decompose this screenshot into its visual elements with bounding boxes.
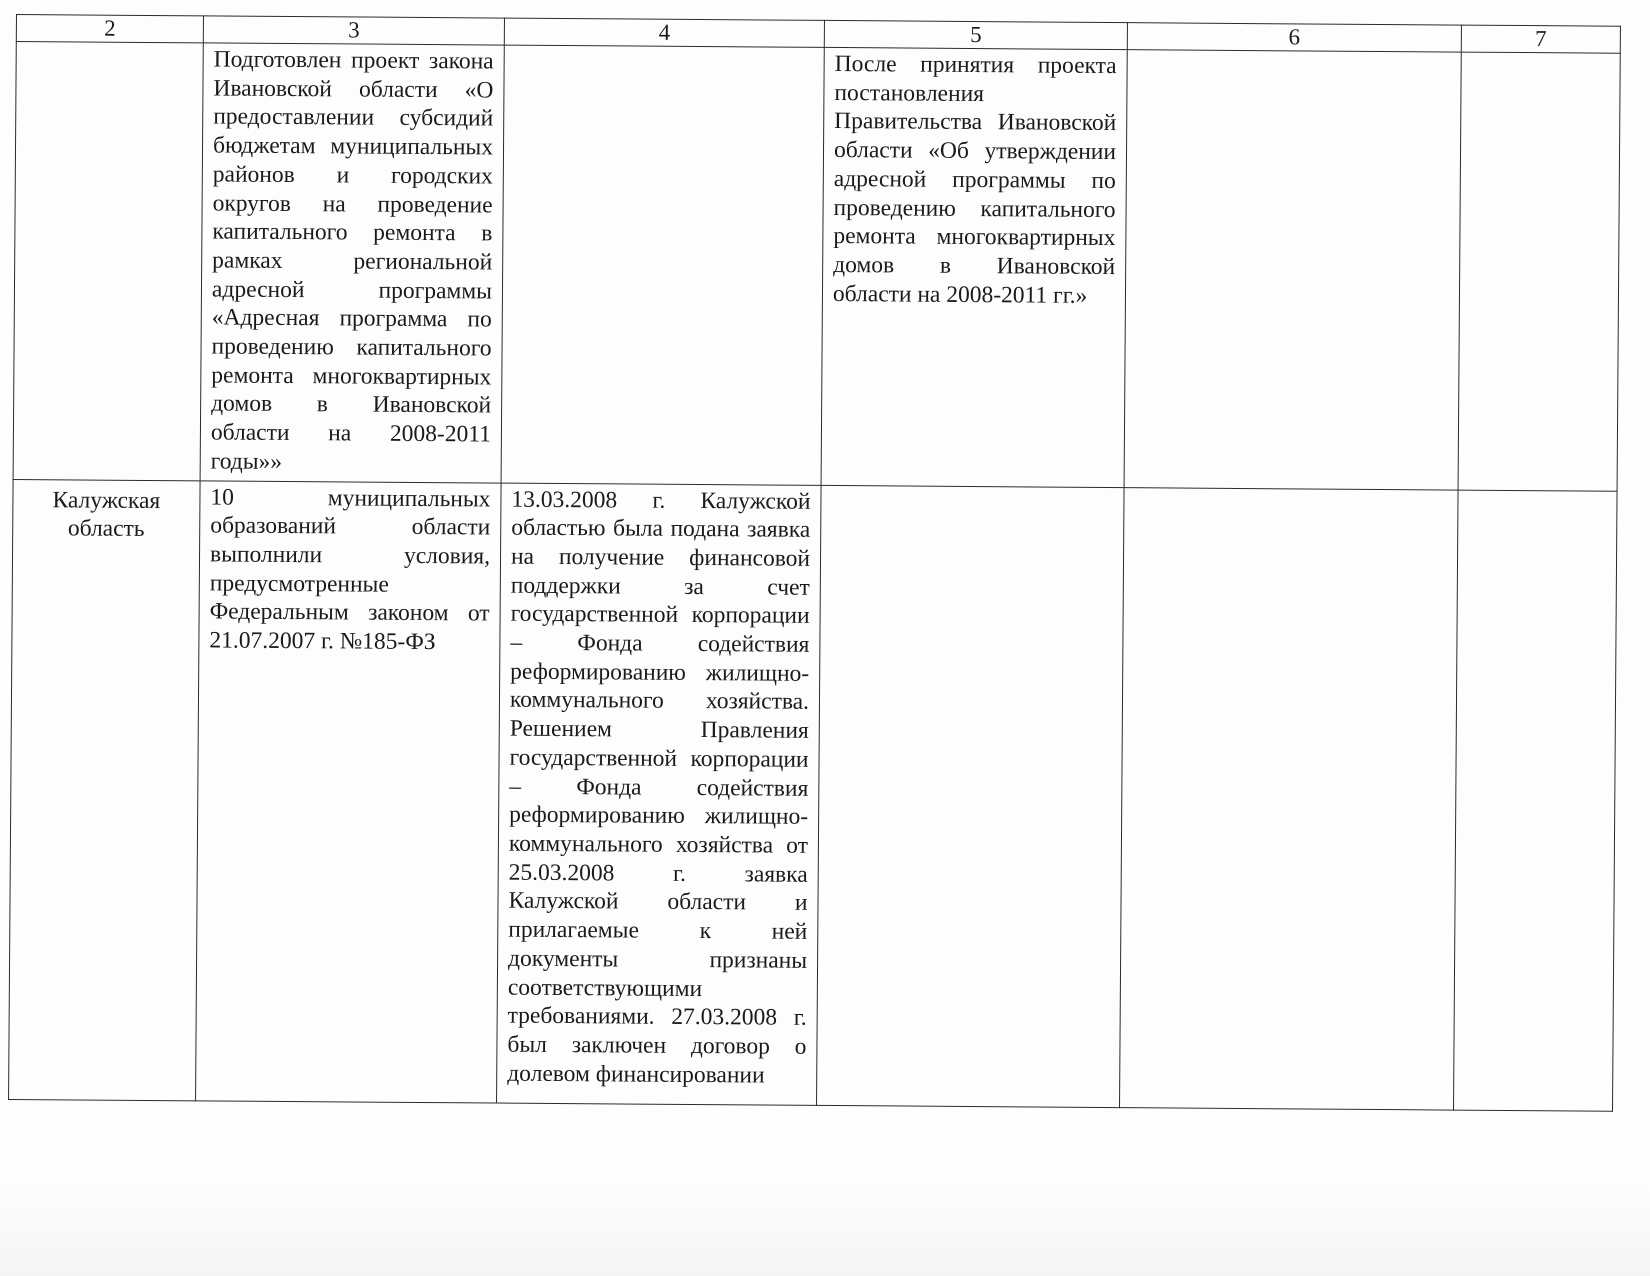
table-cell: [1120, 487, 1459, 1109]
cell-text: [505, 46, 824, 54]
column-header-7: 7: [1461, 25, 1620, 53]
cell-text: [1125, 488, 1458, 496]
table-cell: [817, 485, 1125, 1107]
table-cell: [821, 47, 1127, 487]
table-cell: [1458, 52, 1620, 491]
table-cell: [1454, 490, 1618, 1111]
table-cell: [13, 42, 203, 481]
column-header-4: 4: [504, 18, 824, 47]
table-cell: [501, 45, 824, 485]
column-header-2: 2: [16, 15, 203, 43]
region-name: Калужская область: [52, 486, 161, 543]
cell-text: [1462, 53, 1620, 60]
cell-text: 13.03.2008 г. Калужской областью была подана заявка на получение финансовой поддержки за счет государственной корпорации – Фонда содействия реформированию жилищно-коммунального хозяйства. Решением Правления государственной корпорации – Фонда содействия реформированию жилищно-коммунального хозяйства от 25.03.2008 г. заявка Калужской области и прилагаемые к ней документы признаны соответствующими требованиями. 27.03.2008 г. был заключен договор о долевом финансировании: [507, 486, 811, 1089]
cell-text: Подготовлен проект закона Ивановской области «О предоставлении субсидий бюджетам муниципальных районов и городских округов на проведение капитального ремонта в рамках региональной адресной программы «Адресная программа по проведению капитального ремонта многоквартирных домов в Ивановской области на 2008-2011 годы»»: [210, 46, 494, 475]
table-row: [13, 42, 1620, 491]
table-cell: [200, 43, 504, 483]
column-header-3: 3: [203, 16, 504, 45]
table-row: [9, 479, 1618, 1111]
cell-text: [1459, 490, 1617, 497]
cell-text: [1128, 50, 1461, 58]
scan-shadow: [0, 1186, 1650, 1276]
region-name: [17, 42, 203, 53]
column-header-5: 5: [824, 20, 1127, 49]
cell-text: 10 муниципальных образований области выполнили условия, предусмотренные Федеральным законом от 21.07.2007 г. №185-ФЗ: [209, 483, 491, 656]
table-cell: [9, 479, 201, 1100]
data-table: [8, 14, 1621, 1111]
cell-text: [822, 485, 1124, 493]
table-cell: [1124, 50, 1461, 490]
cell-text: После принятия проекта постановления Правительства Ивановской области «Об утверждении адресной программы по проведению капитального ремонта многоквартирных домов в Ивановской области на 2008-2011 гг.»: [832, 51, 1117, 309]
table-cell: [497, 483, 822, 1105]
table-cell: [196, 480, 502, 1102]
column-header-6: 6: [1127, 23, 1461, 52]
